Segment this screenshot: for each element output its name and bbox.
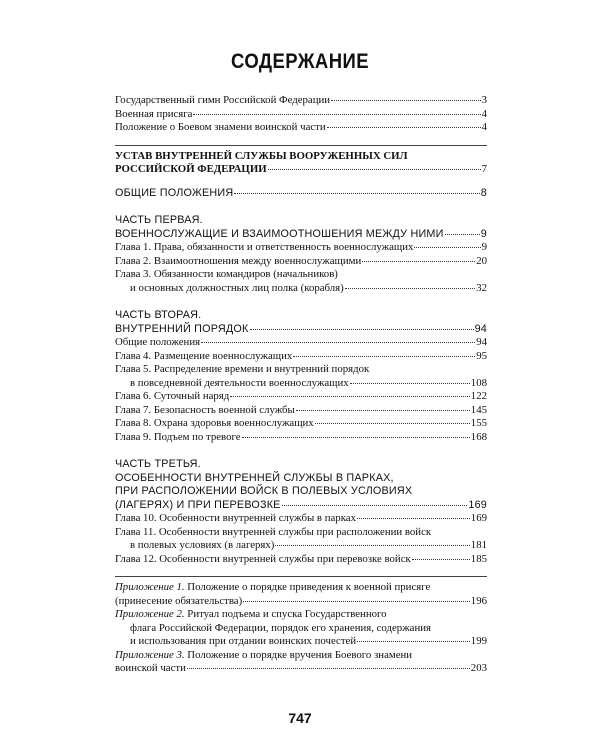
toc-entry-chapter-1[interactable]: Глава 1. Права, обязанности и ответственность военнослужащих 9	[115, 241, 487, 253]
toc-entry-chapter-9[interactable]: Глава 9. Подъем по тревоге 168	[115, 430, 487, 443]
toc-entry-oath[interactable]: Военная присяга 4	[115, 107, 487, 120]
toc-entry-chapter-10[interactable]: Глава 10. Особенности внутренней службы в парках 169	[115, 512, 487, 524]
toc-entry-chapter-11[interactable]: Глава 11. Особенности внутренней службы при расположении войск в полевых условиях (в лагерях) 181	[115, 525, 487, 551]
toc-entry-chapter-6[interactable]: Глава 6. Суточный наряд 122	[115, 390, 487, 402]
divider	[115, 145, 487, 146]
toc-entry-part3[interactable]: ОСОБЕННОСТИ ВНУТРЕННЕЙ СЛУЖБЫ В ПАРКАХ, ПРИ РАСПОЛОЖЕНИИ ВОЙСК В ПОЛЕВЫХ УСЛОВИЯХ (ЛАГЕРЯХ) И ПРИ ПЕРЕВОЗКЕ 169	[115, 471, 487, 511]
toc-entry-chapter-12[interactable]: Глава 12. Особенности внутренней службы при перевозке войск 185	[115, 552, 487, 565]
part-label: ЧАСТЬ ПЕРВАЯ.	[115, 214, 203, 226]
toc-entry-chapter-3[interactable]: Глава 3. Обязанности командиров (начальников) и основных должностных лиц полка (корабля) 32	[115, 268, 487, 294]
page-number: 747	[288, 710, 312, 726]
toc-entry-chapter-7[interactable]: Глава 7. Безопасность военной службы 145	[115, 403, 487, 416]
divider	[115, 576, 487, 577]
toc-entry-part2[interactable]: ВНУТРЕННИЙ ПОРЯДОК 94	[115, 322, 487, 335]
part-label: ЧАСТЬ ТРЕТЬЯ.	[115, 458, 201, 470]
toc-entry-appendix-3[interactable]: Приложение 3. Положение о порядке вручения Боевого знамени воинской части 203	[115, 648, 487, 674]
toc-entry-appendix-2[interactable]: Приложение 2. Ритуал подъема и спуска Государственного флага Российской Федерации, порядок его хранения, содержания и использования при отдании воинских почестей 199	[115, 608, 487, 647]
page-title: СОДЕРЖАНИЕ	[231, 50, 369, 73]
toc-entry-part1[interactable]: ВОЕННОСЛУЖАЩИЕ И ВЗАИМООТНОШЕНИЯ МЕЖДУ НИМИ 9	[115, 227, 487, 240]
toc-entry-general-provisions[interactable]: Общие положения 94	[115, 336, 487, 348]
toc-entry-chapter-2[interactable]: Глава 2. Взаимоотношения между военнослужащими 20	[115, 254, 487, 267]
toc-entry-chapter-5[interactable]: Глава 5. Распределение времени и внутренний порядок в повседневной деятельности военнослужащих 108	[115, 363, 487, 389]
toc-entry-appendix-1[interactable]: Приложение 1. Положение о порядке приведения к военной присяге (принесение обязательства) 196	[115, 581, 487, 607]
table-of-contents	[115, 94, 487, 676]
toc-entry-general[interactable]: ОБЩИЕ ПОЛОЖЕНИЯ 8	[115, 186, 487, 199]
toc-entry-banner[interactable]: Положение о Боевом знамени воинской части 4	[115, 121, 487, 133]
toc-entry-ustav[interactable]: УСТАВ ВНУТРЕННЕЙ СЛУЖБЫ ВООРУЖЕННЫХ СИЛ РОССИЙСКОЙ ФЕДЕРАЦИИ 7	[115, 149, 487, 175]
toc-entry-anthem[interactable]: Государственный гимн Российской Федерации 3	[115, 94, 487, 106]
part-label: ЧАСТЬ ВТОРАЯ.	[115, 309, 202, 321]
toc-entry-chapter-8[interactable]: Глава 8. Охрана здоровья военнослужащих 155	[115, 417, 487, 429]
toc-entry-chapter-4[interactable]: Глава 4. Размещение военнослужащих 95	[115, 349, 487, 362]
